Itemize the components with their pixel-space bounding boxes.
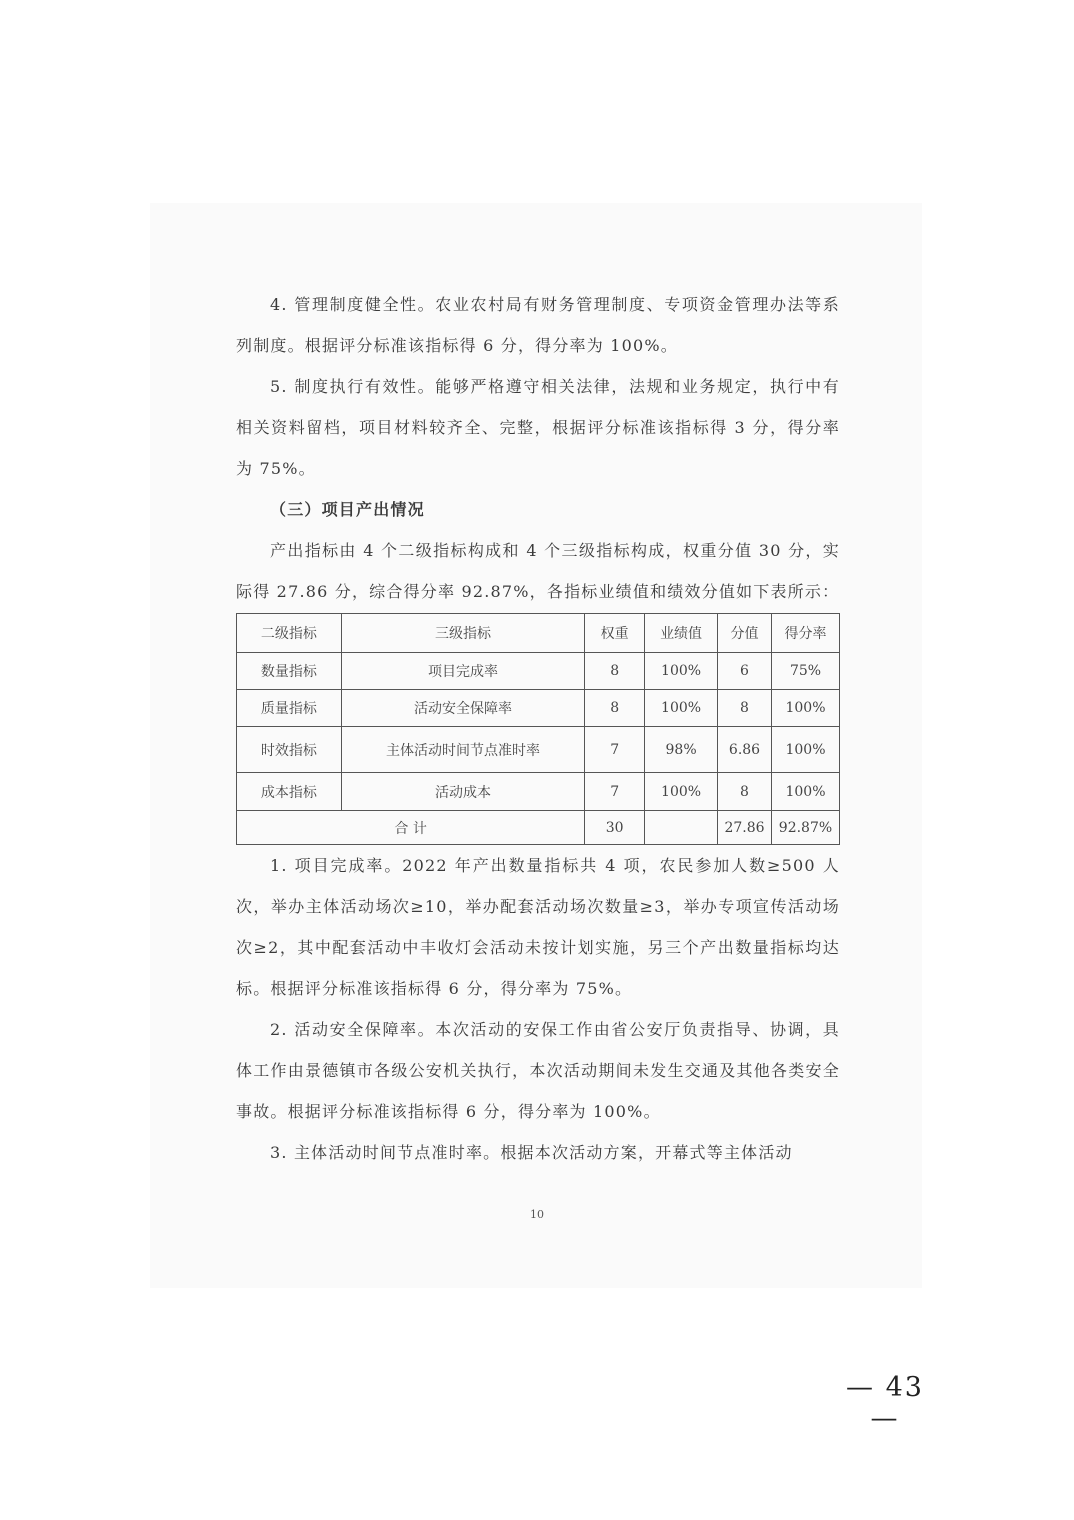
paragraph-safety-rate: 2. 活动安全保障率。本次活动的安保工作由省公安厅负责指导、协调，具体工作由景德镇市各级公安机关执行，本次活动期间未发生交通及其他各类安全事故。根据评分标准该指标得 6 分，得分率为 100%。: [236, 1020, 840, 1121]
table-row: [237, 690, 840, 727]
table-cell: 成本指标: [237, 773, 342, 811]
total-weight: 30: [585, 811, 645, 845]
table-cell: 6: [718, 653, 772, 690]
header-cell: 三级指标: [341, 614, 584, 653]
table-cell: 项目完成率: [341, 653, 584, 690]
paragraph-output-intro: 产出指标由 4 个二级指标构成和 4 个三级指标构成，权重分值 30 分，实际得 27.86 分，综合得分率 92.87%，各指标业绩值和绩效分值如下表所示：: [236, 541, 840, 601]
table-cell: 活动成本: [341, 773, 584, 811]
table-header-row: [237, 614, 840, 653]
table-row: [237, 653, 840, 690]
document-body: [236, 284, 840, 1173]
table-cell: 7: [585, 727, 645, 773]
table-cell: 8: [585, 653, 645, 690]
table-cell: 8: [718, 773, 772, 811]
table-cell: 数量指标: [237, 653, 342, 690]
inner-page-number: 10: [530, 1208, 544, 1221]
total-performance: [645, 811, 718, 845]
section-heading: （三）项目产出情况: [270, 500, 425, 519]
header-cell: 业绩值: [645, 614, 718, 653]
table-cell: 100%: [772, 690, 840, 727]
paragraph-completion-rate: 1. 项目完成率。2022 年产出数量指标共 4 项，农民参加人数≥500 人次，举办主体活动场次≥10，举办配套活动场次数量≥3，举办专项宣传活动场次≥2，其中配套活动中丰收灯会活动未按计划实施，另三个产出数量指标均达标。根据评分标准该指标得 6 分，得分率为 75%。: [236, 856, 840, 998]
paragraph-timeliness-rate: 3. 主体活动时间节点准时率。根据本次活动方案，开幕式等主体活动: [270, 1143, 793, 1162]
table-row: [237, 773, 840, 811]
table-cell: 活动安全保障率: [341, 690, 584, 727]
table-cell: 100%: [645, 773, 718, 811]
table-cell: 100%: [645, 653, 718, 690]
total-rate: 92.87%: [772, 811, 840, 845]
table-cell: 8: [718, 690, 772, 727]
total-label: 合 计: [237, 811, 585, 845]
total-score: 27.86: [718, 811, 772, 845]
header-cell: 得分率: [772, 614, 840, 653]
table-cell: 100%: [645, 690, 718, 727]
header-cell: 二级指标: [237, 614, 342, 653]
table-cell: 质量指标: [237, 690, 342, 727]
table-cell: 主体活动时间节点准时率: [341, 727, 584, 773]
page-number: — 43 —: [846, 1372, 924, 1434]
table-cell: 100%: [772, 773, 840, 811]
output-metrics-table: [236, 613, 840, 845]
table-cell: 6.86: [718, 727, 772, 773]
table-cell: 100%: [772, 727, 840, 773]
table-cell: 时效指标: [237, 727, 342, 773]
table-cell: 75%: [772, 653, 840, 690]
table-cell: 98%: [645, 727, 718, 773]
header-cell: 权重: [585, 614, 645, 653]
paragraph-system-execution: 5. 制度执行有效性。能够严格遵守相关法律，法规和业务规定，执行中有相关资料留档，项目材料较齐全、完整，根据评分标准该指标得 3 分，得分率为 75%。: [236, 377, 840, 478]
paragraph-management-system: 4. 管理制度健全性。农业农村局有财务管理制度、专项资金管理办法等系列制度。根据评分标准该指标得 6 分，得分率为 100%。: [236, 295, 840, 355]
table-total-row: [237, 811, 840, 845]
table-cell: 7: [585, 773, 645, 811]
table-cell: 8: [585, 690, 645, 727]
table-row: [237, 727, 840, 773]
header-cell: 分值: [718, 614, 772, 653]
